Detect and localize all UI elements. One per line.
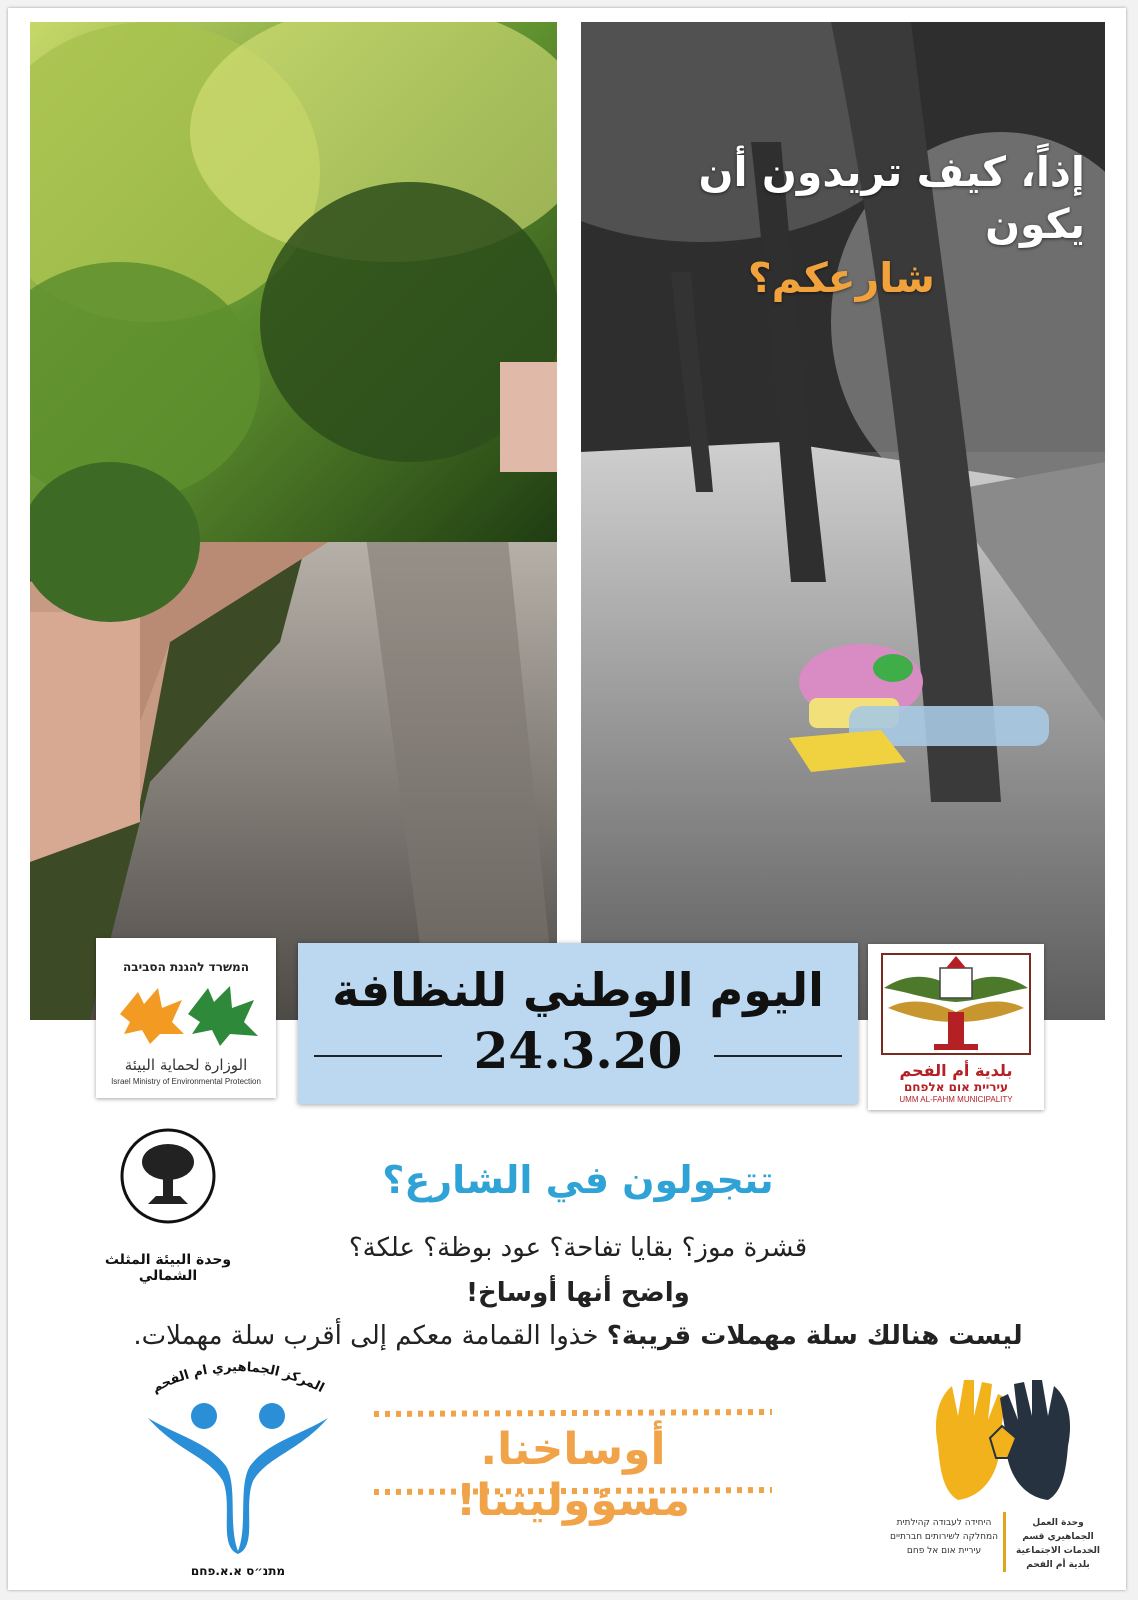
municipality-arabic-name: بلدية أم الفحم (899, 1061, 1013, 1080)
svg-text:المركز الجماهيري ام الفحم (150, 1360, 327, 1396)
social-unit-hebrew-name: היחידה לעבודה קהילתית המחלקה לשירותים חברתיים עיריית אום אל פחם (890, 1518, 998, 1556)
municipality-logo (868, 944, 1044, 1110)
slogan-text: أوساخنا. مسؤوليتنا! (456, 1424, 690, 1526)
divider-line-right (714, 1055, 842, 1057)
social-unit-arabic-name: وحدة العمل الجماهيري قسم الخدمات الاجتماعية بلدية أم الفحم (1016, 1518, 1100, 1570)
people-icon (128, 1356, 348, 1561)
logo-divider (1003, 1512, 1006, 1572)
leaves-icon (110, 978, 262, 1048)
headline-line2: شارعكم؟ (747, 254, 935, 302)
clean-street-photo (30, 22, 557, 1020)
municipality-emblem-icon (874, 948, 1038, 1060)
ministry-arabic-name: الوزارة لحماية البيئة (124, 1056, 248, 1074)
bin-advice (108, 1321, 1048, 1351)
hands-icon (918, 1376, 1088, 1506)
municipality-hebrew-name: עיריית אום אלפחם (903, 1080, 1009, 1094)
clear-statement: واضح أنها أوساخ! (466, 1278, 690, 1308)
ministry-english-name: Israel Ministry of Environmental Protection (111, 1077, 261, 1086)
ministry-logo (96, 938, 276, 1098)
littered-street-photo (581, 22, 1105, 1020)
headline (615, 146, 1085, 306)
take-trash-text: خذوا القمامة معكم إلى أقرب سلة مهملات. (133, 1321, 599, 1351)
slogan-box (368, 1404, 778, 1526)
title-panel (298, 943, 858, 1104)
headline-line1: إذاً، كيف تريدون أن يكون (698, 148, 1085, 248)
social-services-logo (888, 1376, 1108, 1576)
ministry-hebrew-name: המשרד להגנת הסביבה (123, 960, 249, 974)
community-center-arabic-name: المركز الجماهيري ام الفحم (149, 1359, 327, 1397)
poster (8, 8, 1126, 1590)
question-heading: تتجولون في الشارع؟ (382, 1158, 774, 1202)
event-title: اليوم الوطني للنظافة (332, 963, 824, 1017)
event-date: 24.3.20 (473, 1021, 683, 1080)
no-bin-text: ليست هنالك سلة مهملات قريبة؟ (606, 1321, 1023, 1351)
municipality-english-name: UMM AL-FAHM MUNICIPALITY (899, 1095, 1013, 1104)
litter-items-text: قشرة موز؟ بقايا تفاحة؟ عود بوظة؟ علكة؟ (348, 1233, 808, 1263)
environment-unit-label: وحدة البيئة المثلث الشمالي (104, 1252, 232, 1284)
community-center-hebrew-name: מתנ״ס א.א.פחם (190, 1564, 286, 1578)
community-center-logo (128, 1356, 348, 1586)
